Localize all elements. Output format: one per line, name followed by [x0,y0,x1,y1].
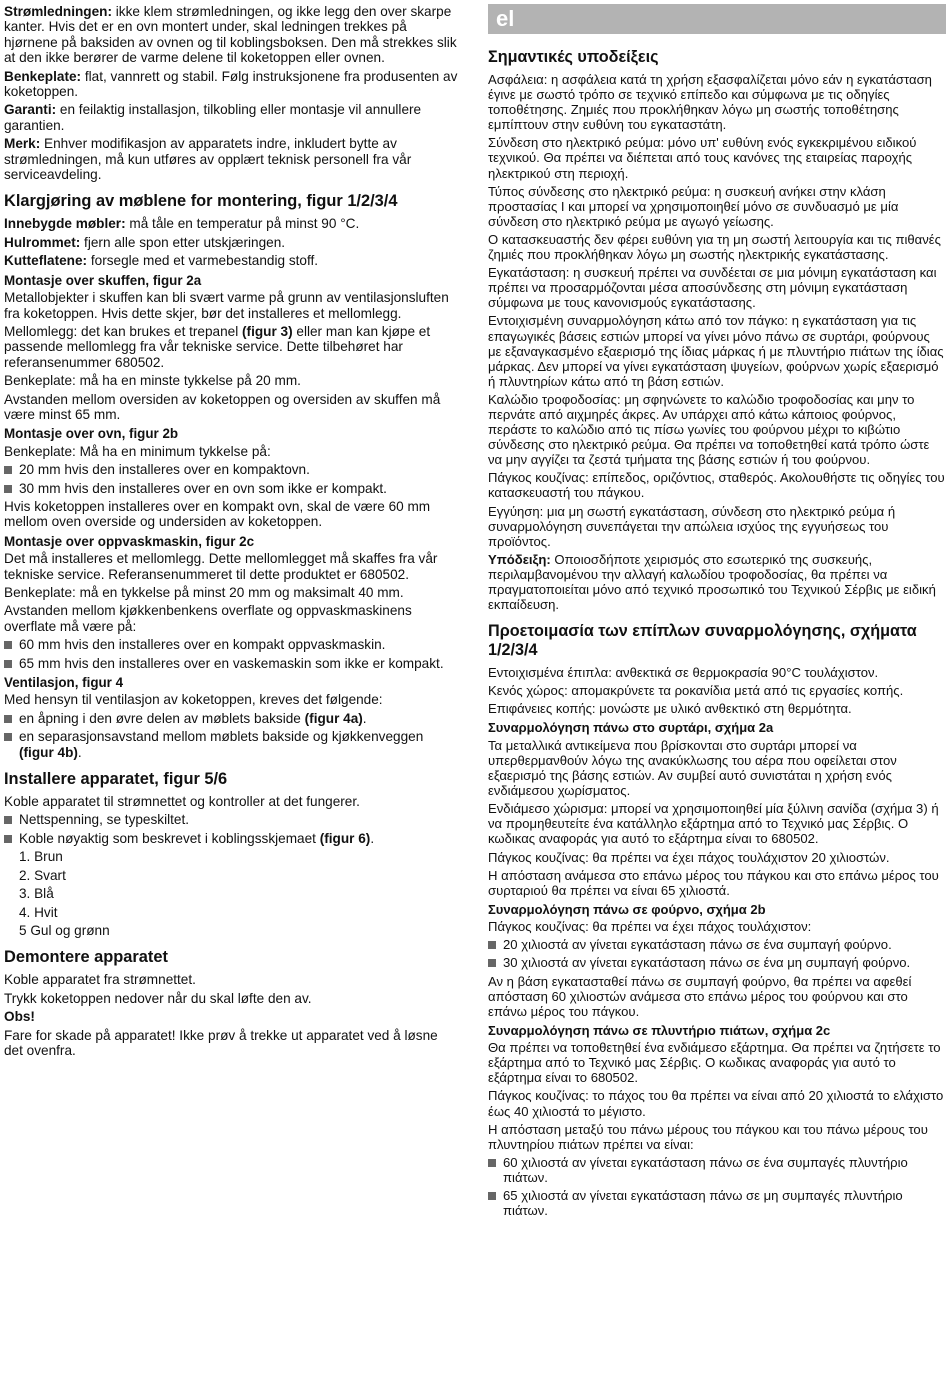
paragraph: Η απόσταση ανάμεσα στο επάνω μέρος του πάγκου και στο επάνω μέρος του συρταριού θα πρέπει να είναι 65 χιλιοστά. [488,867,939,898]
intro-note: Merk: Enhver modifikasjon av apparatets indre, inkludert bytte av strømledningen, må kun utføres av opplært teknisk personell fra vår serviceavdeling. [4,136,412,183]
bullet-icon [4,466,12,474]
right-column [488,4,946,1221]
paragraph: Τύπος σύνδεσης στο ηλεκτρικό ρεύμα: η συσκευή ανήκει στην κλάση προστασίας I και μπορεί να χρησιμοποιηθεί μόνο σε συνδυασμό με μία σύνδεση στο ηλεκτρικό ρεύμα με αγωγό γείωσης. [488,183,899,229]
heading-install: Installere apparatet, figur 5/6 [4,770,228,789]
paragraph: Εντοιχισμένα έπιπλα: ανθεκτικά σε θερμοκρασία 90°C τουλάχιστον. [488,665,879,681]
heading-dishwasher-2c: Montasje over oppvaskmaskin, figur 2c [4,533,255,549]
paragraph: Benkeplate: må en tykkelse på minst 20 mm og maksimalt 40 mm. [4,585,404,600]
paragraph: Koble apparatet fra strømnettet. [4,972,196,988]
heading-dishwasher-2c-el: Συναρμολόγηση πάνω σε πλυντήριο πιάτων, σχήμα 2c [488,1022,831,1038]
bullet-icon [4,641,12,649]
list-item: 60 mm hvis den installeres over en kompakt oppvaskmaskin. [4,637,460,652]
intro-power-cord: Strømledningen: ikke klem strømledningen, og ikke legg den over skarpe kanter. Hvis det er en ovn montert under, skal ledningen trekkes på hjørnene på baksiden av ovnen og til koblingsboksen. Den må strekkes slik at den ikke berører de varme delene til koketoppen eller ovnen. [4,4,457,66]
paragraph: Πάγκος κουζίνας: το πάχος του θα πρέπει να είναι από 20 χιλιοστά το ελάχιστο έως 40 χιλιοστά το μέγιστο. [488,1088,944,1119]
intro-worktop: Benkeplate: flat, vannrett og stabil. Følg instruksjonene fra produsenten av koketoppen. [4,68,458,100]
list-item: 20 χιλιοστά αν γίνεται εγκατάσταση πάνω σε ένα συμπαγή φούρνο. [488,937,946,952]
bullet-icon [4,733,12,741]
wire-color-item: 2. Svart [19,867,66,883]
paragraph: Med hensyn til ventilasjon av koketoppen, kreves det følgende: [4,692,383,708]
paragraph: Benkeplate: Må ha en minimum tykkelse på: [4,443,271,459]
paragraph: Κενός χώρος: απομακρύνετε τα ροκανίδια μετά από τις εργασίες κοπής. [488,683,904,699]
paragraph: Ενδιάμεσο χώρισμα: μπορεί να χρησιμοποιηθεί μία ξύλινη σανίδα (σχήμα 3) ή να προμηθευτείτε ένα κατάλληλο εξάρτημα από το Τεχνικό μας Σέρβις. Ο κωδικας αναφοράς για αυτό το εξάρτημα είναι το 680502. [488,801,939,847]
list-item: en åpning i den øvre delen av møblets bakside (figur 4a). [4,711,460,726]
prep-cut-surfaces: Kutteflatene: forsegle med et varmebestandig stoff. [4,253,319,269]
heading-ventilation-4: Ventilasjon, figur 4 [4,675,124,691]
paragraph: Πάγκος κουζίνας: θα πρέπει να έχει πάχος τουλάχιστον 20 χιλιοστών. [488,849,890,865]
list-item: Nettspenning, se typeskiltet. [4,812,460,827]
paragraph: Koble apparatet til strømnettet og kontroller at det fungerer. [4,794,360,810]
intro-warranty: Garanti: en feilaktig installasjon, tilkobling eller montasje vil annullere garantien. [4,102,422,133]
list-item: Koble nøyaktig som beskrevet i koblingsskjemaet (figur 6). [4,831,460,846]
caution-label: Obs! [4,1009,35,1025]
wire-color-item: 5 Gul og grønn [19,922,110,938]
wire-color-item: 3. Blå [19,886,54,902]
note-paragraph: Υπόδειξη: Οποιοσδήποτε χειρισμός στο εσωτερικό της συσκευής, περιλαμβανομένου την αλλαγή καλωδίου τροφοδοσίας, θα πρέπει να πραγματοποιείται μόνο από τεχνικό προσωπικό του Τεχνικού Σέρβις με ειδική εκπαίδευση. [488,551,936,613]
paragraph: Avstanden mellom kjøkkenbenkens overflate og oppvaskmaskinens overflate må være på: [4,603,412,634]
wire-color-item: 1. Brun [19,849,63,865]
heading-drawer-2a: Montasje over skuffen, figur 2a [4,272,202,288]
paragraph: Hvis koketoppen installeres over en kompakt ovn, skal de være 60 mm mellom oven overside og undersiden av koketoppen. [4,498,431,530]
heading-furniture-prep-el: Προετοιμασία των επίπλων συναρμολόγησης, σχήματα 1/2/3/4 [488,622,917,660]
list-item: 30 χιλιοστά αν γίνεται εγκατάσταση πάνω σε ένα μη συμπαγή φούρνο. [488,955,946,970]
bullet-icon [4,816,12,824]
list-item: en separasjonsavstand mellom møblets bakside og kjøkkenveggen (figur 4b). [4,729,460,760]
list-item: 60 χιλιοστά αν γίνεται εγκατάσταση πάνω σε ένα συμπαγές πλυντήριο πιάτων. [488,1155,946,1185]
paragraph: Benkeplate: må ha en minste tykkelse på 20 mm. [4,373,301,389]
heading-important-notes: Σημαντικές υποδείξεις [488,48,659,66]
paragraph: Αν η βάση εγκατασταθεί πάνω σε συμπαγή φούρνο, θα πρέπει να αφεθεί απόσταση 60 χιλιοστών ανάμεσα στο επάνω μέρος του φούρνου και στο επάνω μέρος του πάγκου. [488,973,912,1019]
bullet-icon [4,715,12,723]
bullet-icon [488,1159,496,1167]
paragraph: Επιφάνειες κοπής: μονώστε με υλικό ανθεκτικό στη θερμότητα. [488,701,852,717]
paragraph: Εγγύηση: μια μη σωστή εγκατάσταση, σύνδεση στο ηλεκτρικό ρεύμα ή συναρμολόγηση συνεπάγεται την απώλεια ισχύος της εγγυήσεως του προϊόντος. [488,503,896,549]
paragraph: Ο κατασκευαστής δεν φέρει ευθύνη για τη μη σωστή λειτουργία και τις πιθανές ζημιές που προκλήθηκαν λόγω μη σωστής ηλεκτρικής εγκατάστασης. [488,231,941,263]
prep-built-in: Innebygde møbler: må tåle en temperatur på minst 90 °C. [4,216,360,232]
bullet-icon [488,959,496,967]
paragraph: Πάγκος κουζίνας: επίπεδος, οριζόντιος, σταθερός. Ακολουθήστε τις οδηγίες του κατασκευαστή του πάγκου. [488,470,945,501]
paragraph: Θα πρέπει να τοποθετηθεί ένα ενδιάμεσο εξάρτημα. Θα πρέπει να ζητήσετε το εξάρτημα από το Τεχνικό μας Σέρβις. Ο κωδικας αναφοράς για αυτό το εξάρτημα είναι το 680502. [488,1040,941,1086]
heading-furniture-prep: Klargjøring av møblene for montering, figur 1/2/3/4 [4,192,398,211]
list-item: 20 mm hvis den installeres over en kompaktovn. [4,462,460,477]
left-column [4,4,460,1061]
paragraph: Πάγκος κουζίνας: θα πρέπει να έχει πάχος τουλάχιστον: [488,919,812,935]
heading-dismantle: Demontere apparatet [4,948,168,967]
heading-oven-2b: Montasje over ovn, figur 2b [4,426,179,442]
paragraph: Σύνδεση στο ηλεκτρικό ρεύμα: μόνο υπ' ευθύνη ενός εγκεκριμένου ειδικού τεχνικού. Θα πρέπει να διέπεται από τους κανόνες της εταιρείας παροχής ηλεκτρικού στη περιοχή. [488,135,917,181]
paragraph: Η απόσταση μεταξύ του πάνω μέρους του πάγκου και του πάνω μέρους του πλυντηρίου πιάτων πρέπει να είναι: [488,1121,928,1152]
paragraph: Τα μεταλλικά αντικείμενα που βρίσκονται στο συρτάρι μπορεί να υπερθερμανθούν λόγω της ανακύκλωσης του αέρα που οφείλεται στον εξαερισμό της βάσης εστιών. Αν συμβεί αυτό συνιστάται η χρήση ενός ενδιάμεσου χωρίσματος. [488,737,897,799]
heading-oven-2b-el: Συναρμολόγηση πάνω σε φούρνο, σχήμα 2b [488,901,766,917]
list-item: 30 mm hvis den installeres over en ovn som ikke er kompakt. [4,481,460,496]
paragraph: Καλώδιο τροφοδοσίας: μη σφηνώνετε το καλώδιο τροφοδοσίας και μην το περνάτε από αιχμηρές άκρες. Αν υπάρχει από κάτω κάποιος φούρνος, περάστε το καλώδιο από τις πίσω γωνίες του φούρνου μέχρι το κιβώτιο σύνδεσης στο ηλεκτρικό ρεύμα. Θα πρέπει να τοποθετηθεί κατά τρόπο ώστε να μην αγγίζει τα ζεστά τμήματα της βάσης εστιών ή του φούρνου. [488,391,930,468]
heading-drawer-2a-el: Συναρμολόγηση πάνω στο συρτάρι, σχήμα 2a [488,720,774,736]
paragraph: Mellomlegg: det kan brukes et trepanel (figur 3) eller man kan kjøpe et passende mellomlegg fra vår tekniske service. Dette tilbehøret har referansenummer 680502. [4,323,431,370]
language-code-bar: el [488,4,946,34]
bullet-icon [488,941,496,949]
paragraph: Avstanden mellom oversiden av koketoppen og oversiden av skuffen må være minst 65 mm. [4,391,441,422]
paragraph: Εντοιχισμένη συναρμολόγηση κάτω από τον πάγκο: η εγκατάσταση για τις επαγωγικές βάσεις εστιών μπορεί να γίνει μόνο πάνω σε συρτάρι, φούρνους με εξαναγκασμένο εξαερισμό της ίδιας μάρκας ή με πλυντήριο πιάτων της ίδιας μάρκας. Δεν μπορεί να γίνει εγκατάσταση ψυγείων, φούρνων χωρίς εξαερισμό ή πλυντηρίων κάτω από τη βάση εστιών. [488,313,944,389]
caution-text: Fare for skade på apparatet! Ikke prøv å trekke ut apparatet ved å løsne det ovenfra. [4,1027,438,1058]
wire-color-item: 4. Hvit [19,904,58,920]
bullet-icon [4,835,12,843]
list-item: 65 χιλιοστά αν γίνεται εγκατάσταση πάνω σε μη συμπαγές πλυντήριο πιάτων. [488,1188,946,1218]
paragraph: Εγκατάσταση: η συσκευή πρέπει να συνδέεται σε μια μόνιμη εγκατάσταση και πρέπει να προσαρμόζονται μέσα αποσύνδεσης στη μόνιμη εγκατάσταση σύμφωνα με τους κανονισμούς εγκατάστασης. [488,265,937,311]
bullet-icon [488,1192,496,1200]
paragraph: Trykk koketoppen nedover når du skal løfte den av. [4,990,312,1006]
prep-cavity: Hulrommet: fjern alle spon etter utskjæringen. [4,234,286,250]
list-item: 65 mm hvis den installeres over en vaskemaskin som ikke er kompakt. [4,656,460,671]
paragraph: Metallobjekter i skuffen kan bli svært varme på grunn av ventilasjonsluften fra koketoppen. Hvis dette skjer, bør det installeres et mellomlegg. [4,290,449,321]
bullet-icon [4,660,12,668]
paragraph: Ασφάλεια: η ασφάλεια κατά τη χρήση εξασφαλίζεται μόνο εάν η εγκατάσταση έγινε με σωστό τρόπο σε τεχνικό επίπεδο και σύμφωνα με τις οδηγίες τοποθέτησης. Ζημιές που προκλήθηκαν λόγω μη σωστής τοποθέτησης εμπίπτουν στην ευθύνη του εγκαταστάτη. [488,72,932,133]
bullet-icon [4,485,12,493]
paragraph: Det må installeres et mellomlegg. Dette mellomlegget må skaffes fra vår tekniske service. Referansenummeret til dette produktet er 680502. [4,551,438,582]
